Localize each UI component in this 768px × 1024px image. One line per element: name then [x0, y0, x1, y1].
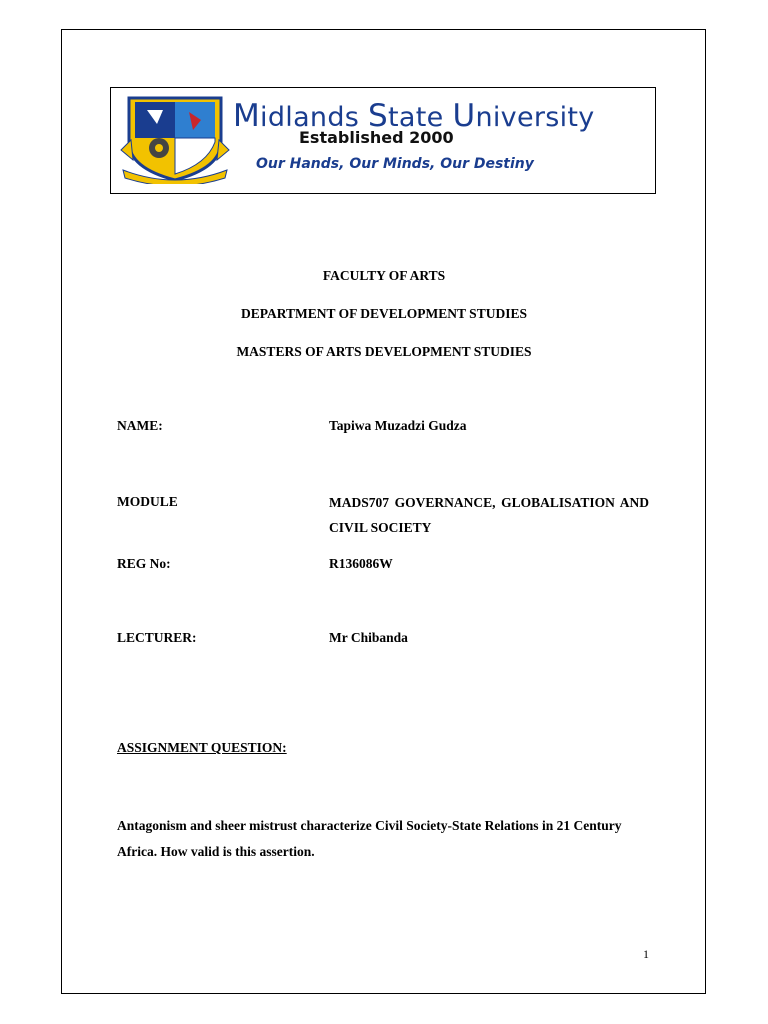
lecturer-value: Mr Chibanda [329, 630, 408, 645]
university-crest-icon [119, 90, 231, 184]
department-heading: DEPARTMENT OF DEVELOPMENT STUDIES [241, 306, 527, 321]
reg-value: R136086W [329, 556, 393, 571]
reg-label: REG No: [117, 556, 171, 571]
programme-heading: MASTERS OF ARTS DEVELOPMENT STUDIES [236, 344, 532, 359]
module-value: MADS707 GOVERNANCE, GLOBALISATION AND CIVIL SOCIETY [329, 495, 649, 535]
university-logo-banner [110, 87, 656, 194]
university-name: Midlands State University [233, 98, 595, 134]
university-motto: Our Hands, Our Minds, Our Destiny [256, 156, 534, 172]
assignment-question-text: Antagonism and sheer mistrust characterize Civil Society-State Relations in 21 Century Africa. How valid is this assertion. [117, 818, 622, 859]
name-label: NAME: [117, 418, 163, 433]
established-year: Established 2000 [299, 128, 454, 147]
faculty-heading: FACULTY OF ARTS [322, 268, 446, 283]
name-value: Tapiwa Muzadzi Gudza [329, 418, 467, 433]
assignment-question-title: ASSIGNMENT QUESTION: [117, 740, 287, 755]
page-number: 1 [643, 947, 649, 961]
lecturer-label: LECTURER: [117, 630, 197, 645]
module-label: MODULE [117, 494, 178, 509]
